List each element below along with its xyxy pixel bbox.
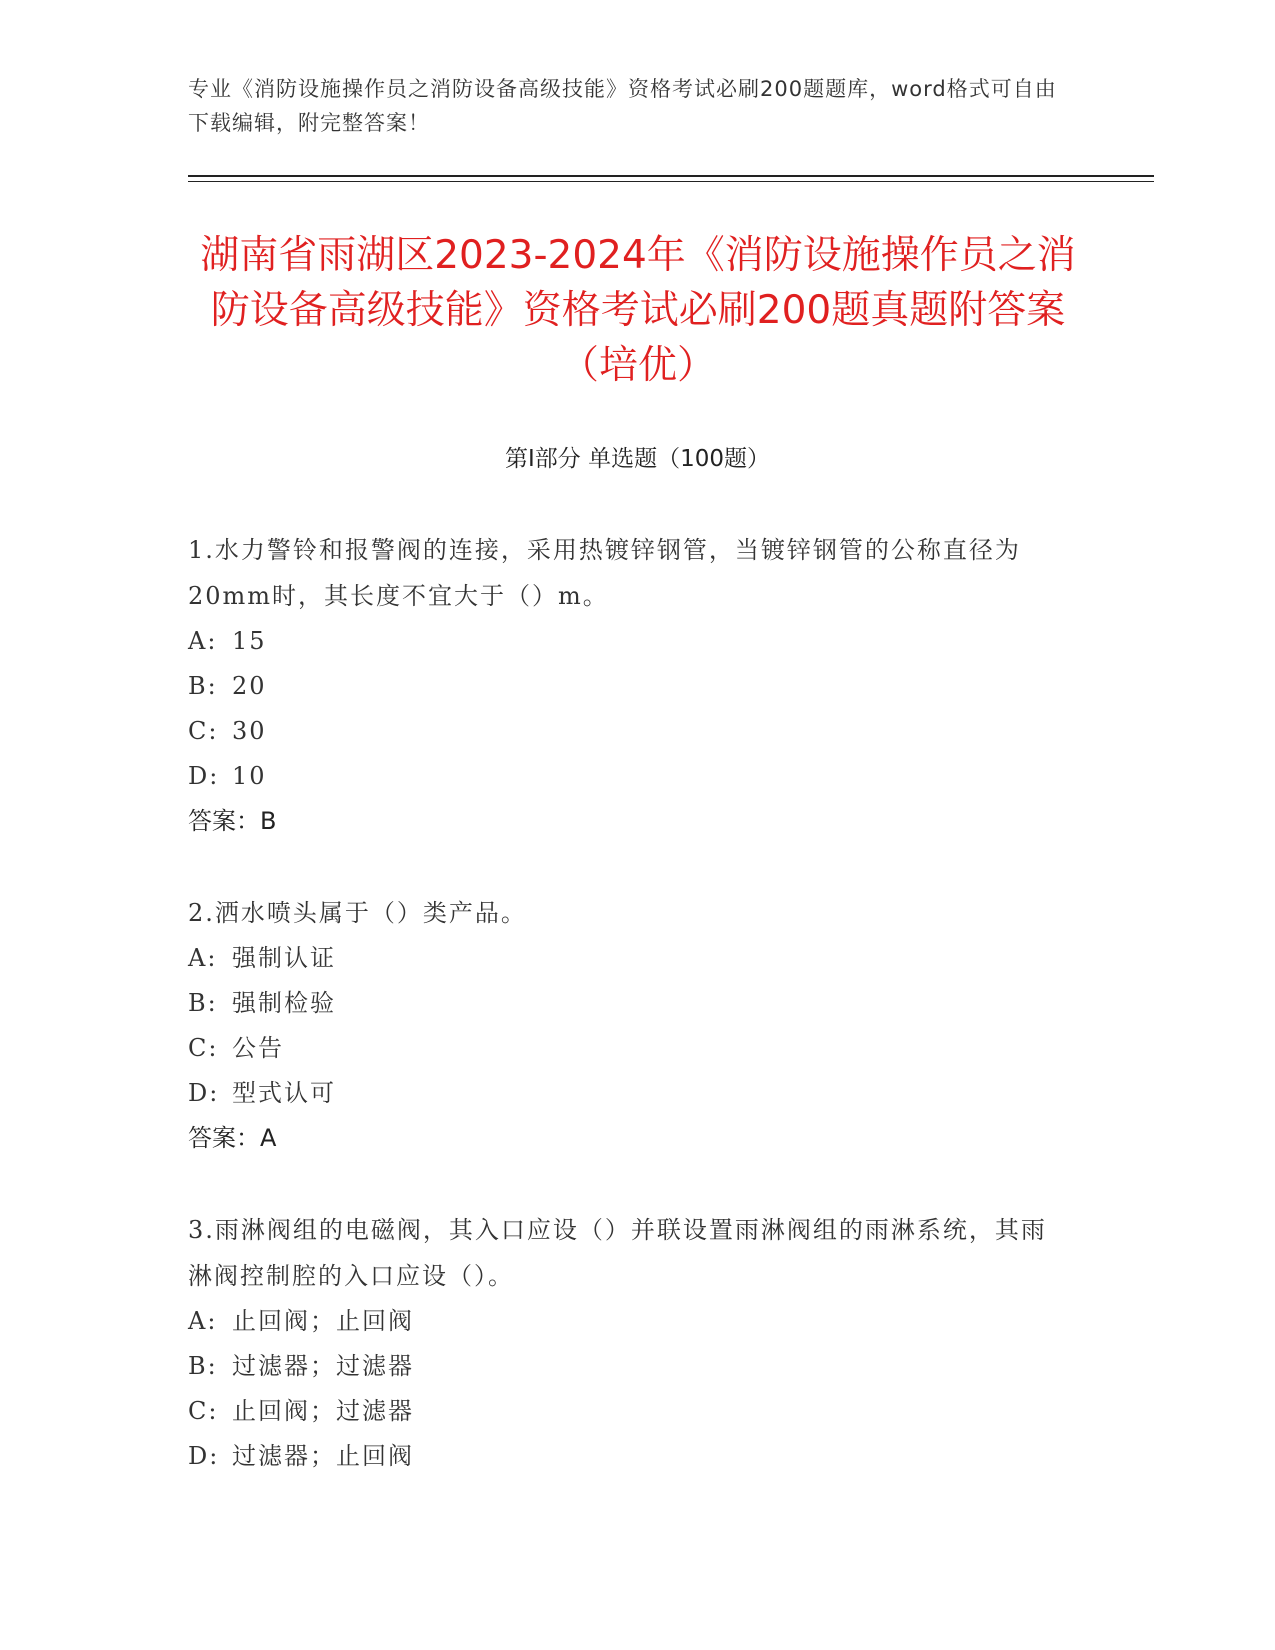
option-b [188, 664, 1068, 709]
option-letter: B: [188, 989, 218, 1017]
option-letter: C: [188, 1397, 219, 1425]
option-letter: D: [188, 762, 220, 790]
option-text: 过滤器；止回阀 [232, 1442, 414, 1470]
option-text: 公告 [232, 1034, 284, 1062]
option-b [188, 1344, 1068, 1389]
option-letter: B: [188, 672, 218, 700]
option-letter: C: [188, 717, 219, 745]
option-letter: A: [188, 627, 218, 655]
option-text: 20 [232, 672, 267, 700]
question-item [188, 1207, 1068, 1479]
option-text: 过滤器；过滤器 [232, 1352, 414, 1380]
document-title: 湖南省雨湖区2023-2024年《消防设施操作员之消防设备高级技能》资格考试必刷200题真题附答案（培优） [200, 233, 1076, 388]
option-c [188, 709, 1068, 754]
option-b [188, 981, 1068, 1026]
option-letter: A: [188, 944, 218, 972]
question-stem: 2.洒水喷头属于（）类产品。 [188, 899, 527, 927]
option-text: 强制认证 [232, 944, 336, 972]
option-text: 30 [232, 717, 267, 745]
header-divider-thin [188, 181, 1154, 182]
option-letter: A: [188, 1307, 218, 1335]
option-d [188, 754, 1068, 799]
question-stem: 1.水力警铃和报警阀的连接，采用热镀锌钢管，当镀锌钢管的公称直径为20mm时，其长度不宜大于（）m。 [188, 536, 1021, 610]
question-stem: 3.雨淋阀组的电磁阀，其入口应设（）并联设置雨淋阀组的雨淋系统，其雨淋阀控制腔的入口应设（）。 [188, 1216, 1047, 1290]
option-text: 10 [232, 762, 267, 790]
option-text: 型式认可 [232, 1079, 336, 1107]
option-text: 强制检验 [232, 989, 336, 1017]
option-a [188, 936, 1068, 981]
header-divider-thick [188, 175, 1154, 177]
option-d [188, 1434, 1068, 1479]
option-d [188, 1071, 1068, 1116]
option-letter: D: [188, 1442, 220, 1470]
option-letter: B: [188, 1352, 218, 1380]
option-text: 15 [232, 627, 267, 655]
option-a [188, 619, 1068, 664]
answer-line: 答案：A [188, 1124, 277, 1152]
question-list [188, 527, 1068, 1525]
option-letter: C: [188, 1034, 219, 1062]
option-text: 止回阀；过滤器 [232, 1397, 414, 1425]
section-title: 第Ⅰ部分 单选题（100题） [505, 446, 770, 472]
option-a [188, 1299, 1068, 1344]
answer-line: 答案：B [188, 807, 277, 835]
question-item [188, 890, 1068, 1161]
option-letter: D: [188, 1079, 220, 1107]
option-c [188, 1026, 1068, 1071]
question-item [188, 527, 1068, 844]
option-c [188, 1389, 1068, 1434]
header-note: 专业《消防设施操作员之消防设备高级技能》资格考试必刷200题题库，word格式可自由下载编辑，附完整答案！ [188, 77, 1057, 135]
option-text: 止回阀；止回阀 [232, 1307, 414, 1335]
